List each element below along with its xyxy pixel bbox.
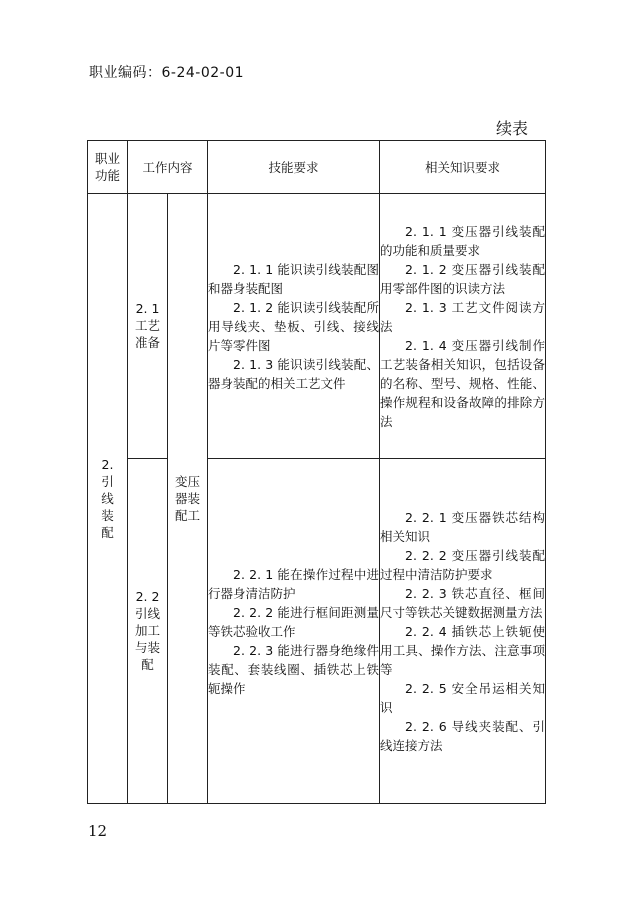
knowledge-item: 2. 2. 5 安全吊运相关知识 <box>380 680 546 715</box>
skills-cell <box>208 194 380 459</box>
knowledge-cell <box>380 459 546 804</box>
knowledge-item: 2. 1. 2 变压器引线装配用零部件图的识读方法 <box>380 261 546 296</box>
header-work-content: 工作内容 <box>128 141 208 194</box>
table-header-row <box>88 141 546 194</box>
skill-item: 2. 2. 1 能在操作过程中进行器身清洁防护 <box>208 566 380 601</box>
knowledge-item: 2. 1. 1 变压器引线装配的功能和质量要求 <box>380 223 546 258</box>
continued-table-label: 续表 <box>496 119 529 138</box>
work-content-cell: 2. 2 引线加工与装配 <box>128 459 168 804</box>
table-row <box>88 459 546 804</box>
knowledge-item: 2. 2. 3 铁芯直径、框间尺寸等铁芯关键数据测量方法 <box>380 585 546 620</box>
skill-item: 2. 2. 3 能进行器身绝缘件装配、套装线圈、插铁芯上铁轭操作 <box>208 642 380 696</box>
knowledge-item: 2. 1. 3 工艺文件阅读方法 <box>380 299 546 334</box>
header-knowledge: 相关知识要求 <box>380 141 546 194</box>
knowledge-item: 2. 2. 4 插铁芯上铁轭使用工具、操作方法、注意事项等 <box>380 623 546 677</box>
occupation-code: 职业编码：6-24-02-01 <box>89 65 245 81</box>
skills-cell <box>208 459 380 804</box>
work-content-cell: 2. 1 工艺准备 <box>128 194 168 459</box>
header-skills: 技能要求 <box>208 141 380 194</box>
shared-work-cell: 变压器装配工 <box>168 194 208 804</box>
knowledge-item: 2. 2. 2 变压器引线装配过程中清洁防护要求 <box>380 547 546 582</box>
skill-item: 2. 1. 1 能识读引线装配图和器身装配图 <box>208 261 380 296</box>
knowledge-item: 2. 2. 6 导线夹装配、引线连接方法 <box>380 718 546 753</box>
knowledge-cell <box>380 194 546 459</box>
skill-item: 2. 2. 2 能进行框间距测量等铁芯验收工作 <box>208 604 380 639</box>
table-row <box>88 194 546 459</box>
function-cell: 2. 引线装配 <box>88 194 128 804</box>
page-number: 12 <box>88 822 108 840</box>
skills-table <box>87 140 546 804</box>
knowledge-item: 2. 1. 4 变压器引线制作工艺装备相关知识，包括设备的名称、型号、规格、性能、操作规程和设备故障的排除方法 <box>380 337 546 429</box>
skill-item: 2. 1. 2 能识读引线装配所用导线夹、垫板、引线、接线片等零件图 <box>208 299 380 353</box>
knowledge-item: 2. 2. 1 变压器铁芯结构相关知识 <box>380 509 546 544</box>
header-function: 职业功能 <box>88 141 128 194</box>
skill-item: 2. 1. 3 能识读引线装配、器身装配的相关工艺文件 <box>208 356 380 391</box>
